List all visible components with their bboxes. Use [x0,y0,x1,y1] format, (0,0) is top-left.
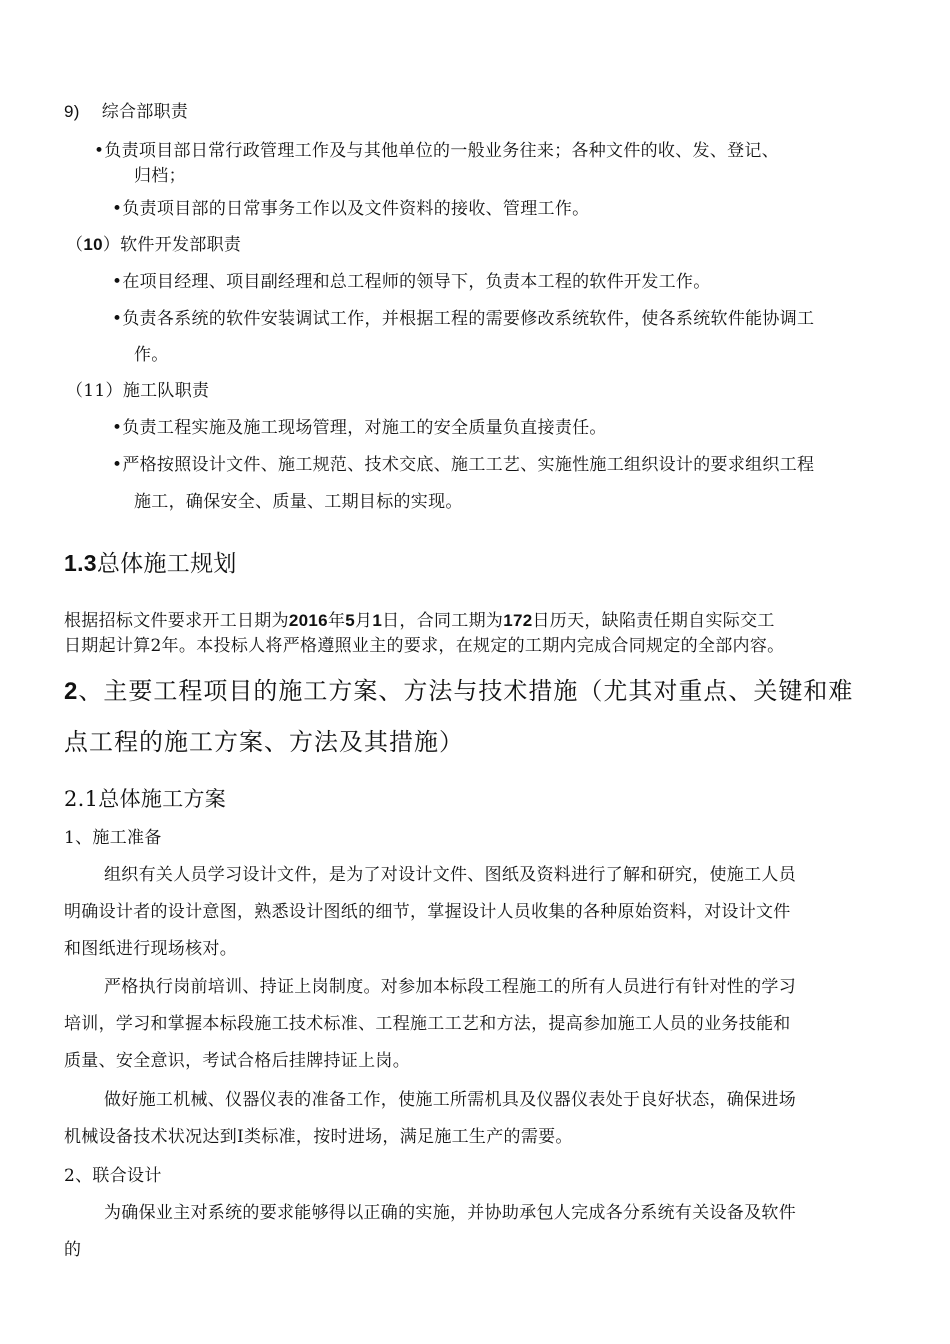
section-9-bullet-1-line-2: 归档； [134,166,186,186]
subsection-1-para-1-line-1: 组织有关人员学习设计文件，是为了对设计文件、图纸及资料进行了解和研究，使施工人员 [104,865,796,885]
section-10-title-text: ）软件开发部职责 [102,235,242,255]
start-year: 2016 [288,611,328,630]
heading-2-line-1 [64,675,853,708]
section-9-bullet-2: •负责项目部的日常事务工作以及文件资料的接收、管理工作。 [112,199,590,219]
paragraph-1-3-text-b: 年 [327,611,346,631]
paragraph-1-3-line-2: 日期起计算2年。本投标人将严格遵照业主的要求，在规定的工期内完成合同规定的全部内容。 [64,636,785,656]
section-9-title-text: 综合部职责 [101,102,189,122]
section-10-number: 10 [83,235,103,254]
section-11-title: （11）施工队职责 [66,381,210,401]
heading-2-number: 2 [64,678,79,705]
heading-1-3-number: 1.3 [64,550,97,576]
paragraph-1-3-text-c: 月 [355,611,373,631]
paragraph-1-3-text-d: 日，合同工期为 [382,611,504,631]
heading-2-line-2: 点工程的施工方案、方法及其措施） [64,728,464,756]
section-11-bullet-2-line-2: 施工，确保安全、质量、工期目标的实现。 [134,492,463,512]
section-9-title [64,100,188,124]
subsection-1-title: 1、施工准备 [64,828,162,848]
heading-2-text-1: 、主要工程项目的施工方案、方法与技术措施（尤其对重点、关键和难 [78,677,854,705]
heading-1-3-text: 总体施工规划 [96,551,237,577]
section-11-bullet-2-line-1: •严格按照设计文件、施工规范、技术交底、施工工艺、实施性施工组织设计的要求组织工程 [112,455,815,475]
contract-days: 172 [503,611,533,630]
section-9-number: 9) [64,102,80,121]
start-month: 5 [345,611,356,630]
subsection-1-para-2-line-2: 培训，学习和掌握本标段施工技术标准、工程施工工艺和方法，提高参加施工人员的业务技能和 [64,1014,791,1034]
subsection-1-para-2-line-1: 严格执行岗前培训、持证上岗制度。对参加本标段工程施工的所有人员进行有针对性的学习 [104,977,796,997]
subsection-2-para-1-line-1: 为确保业主对系统的要求能够得以正确的实施，并协助承包人完成各分系统有关设备及软件 [104,1203,796,1223]
subsection-1-para-3-line-2: 机械设备技术状况达到Ⅰ类标准，按时进场，满足施工生产的需要。 [64,1127,573,1147]
subsection-2-para-1-line-2: 的 [64,1240,82,1260]
section-10-open-paren: （ [66,235,84,255]
section-9-bullet-1-line-1: •负责项目部日常行政管理工作及与其他单位的一般业务往来；各种文件的收、发、登记、 [94,141,780,161]
start-day: 1 [372,611,383,630]
section-10-title [66,233,241,257]
paragraph-1-3-text-a: 根据招标文件要求开工日期为 [64,611,289,631]
paragraph-1-3-text-e: 日历天，缺陷责任期自实际交工 [532,611,775,631]
subsection-2-title: 2、联合设计 [64,1166,162,1186]
section-10-bullet-2-line-1: •负责各系统的软件安装调试工作，并根据工程的需要修改系统软件，使各系统软件能协调工 [112,309,815,329]
paragraph-1-3-line-1 [64,609,775,633]
subsection-1-para-1-line-2: 明确设计者的设计意图，熟悉设计图纸的细节，掌握设计人员收集的各种原始资料，对设计文件 [64,902,791,922]
subsection-1-para-2-line-3: 质量、安全意识，考试合格后挂牌持证上岗。 [64,1051,410,1071]
section-10-bullet-2-line-2: 作。 [134,345,169,365]
heading-1-3 [64,548,237,579]
section-11-bullet-1: •负责工程实施及施工现场管理，对施工的安全质量负直接责任。 [112,418,607,438]
section-10-bullet-1: •在项目经理、项目副经理和总工程师的领导下，负责本工程的软件开发工作。 [112,272,711,292]
subsection-1-para-1-line-3: 和图纸进行现场核对。 [64,939,237,959]
subsection-1-para-3-line-1: 做好施工机械、仪器仪表的准备工作，使施工所需机具及仪器仪表处于良好状态，确保进场 [104,1090,796,1110]
heading-2-1: 2.1总体施工方案 [64,787,227,811]
